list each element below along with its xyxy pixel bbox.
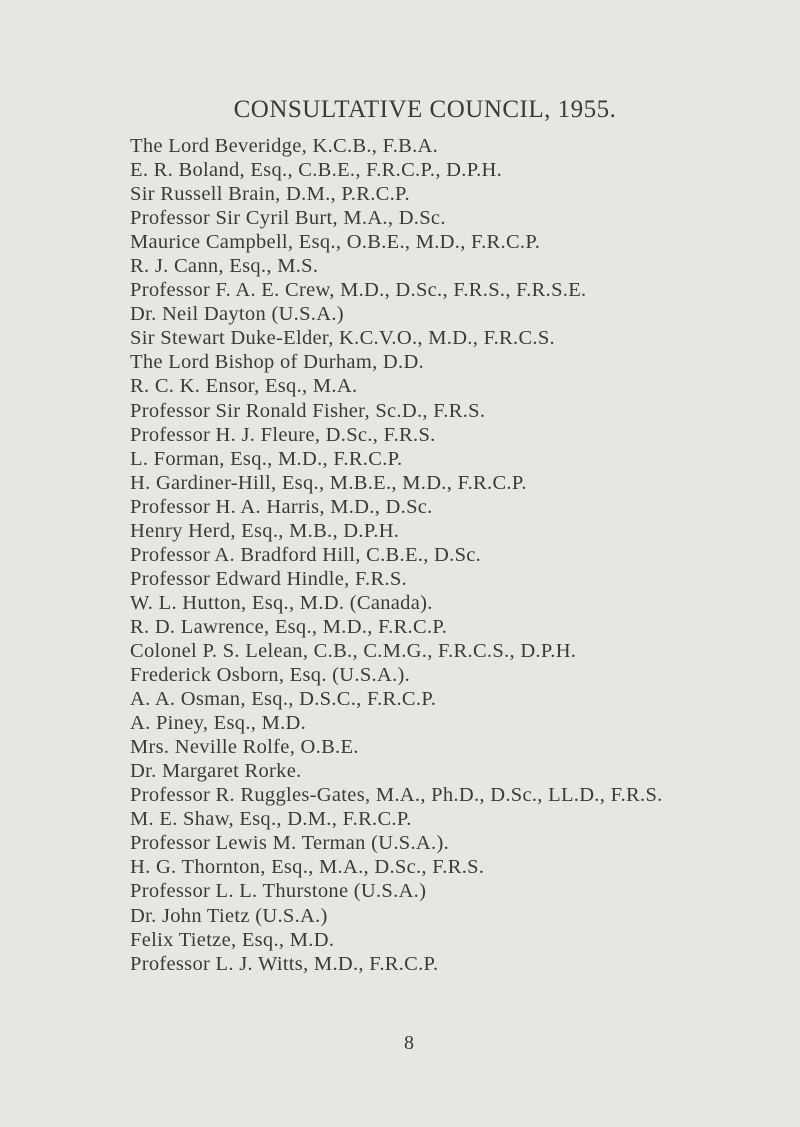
council-member: Colonel P. S. Lelean, C.B., C.M.G., F.R.C.S., D.P.H.	[130, 639, 577, 662]
council-member: Mrs. Neville Rolfe, O.B.E.	[130, 736, 359, 759]
council-member: Professor L. J. Witts, M.D., F.R.C.P.	[130, 952, 439, 975]
council-member: Sir Stewart Duke-Elder, K.C.V.O., M.D., F.R.C.S.	[130, 327, 555, 350]
council-member: Frederick Osborn, Esq. (U.S.A.).	[130, 664, 411, 687]
council-member: R. D. Lawrence, Esq., M.D., F.R.C.P.	[130, 615, 448, 638]
page-number: 8	[404, 1032, 414, 1054]
council-member: Professor Edward Hindle, F.R.S.	[130, 567, 407, 590]
council-member: R. C. K. Ensor, Esq., M.A.	[130, 375, 358, 398]
council-member-list	[130, 134, 663, 976]
page-heading: CONSULTATIVE COUNCIL, 1955.	[233, 96, 617, 123]
council-member: The Lord Bishop of Durham, D.D.	[130, 351, 424, 374]
council-member: Professor Sir Cyril Burt, M.A., D.Sc.	[130, 207, 446, 230]
council-member: Professor Sir Ronald Fisher, Sc.D., F.R.S.	[130, 399, 486, 422]
council-member: W. L. Hutton, Esq., M.D. (Canada).	[130, 591, 433, 614]
council-member: R. J. Cann, Esq., M.S.	[130, 255, 319, 278]
council-member: Felix Tietze, Esq., M.D.	[130, 928, 335, 951]
council-member: Professor H. A. Harris, M.D., D.Sc.	[130, 495, 433, 518]
council-member: Sir Russell Brain, D.M., P.R.C.P.	[130, 183, 410, 206]
council-member: H. G. Thornton, Esq., M.A., D.Sc., F.R.S.	[130, 856, 485, 879]
council-member: Professor R. Ruggles-Gates, M.A., Ph.D., D.Sc., LL.D., F.R.S.	[130, 784, 663, 807]
council-member: The Lord Beveridge, K.C.B., F.B.A.	[130, 135, 439, 157]
council-member: M. E. Shaw, Esq., D.M., F.R.C.P.	[130, 808, 412, 831]
council-member: Dr. John Tietz (U.S.A.)	[130, 904, 328, 927]
council-member: Dr. Neil Dayton (U.S.A.)	[130, 303, 344, 326]
council-member: Professor F. A. E. Crew, M.D., D.Sc., F.R.S., F.R.S.E.	[130, 279, 587, 302]
council-member: Professor Lewis M. Terman (U.S.A.).	[130, 832, 449, 855]
council-member: A. A. Osman, Esq., D.S.C., F.R.C.P.	[130, 688, 437, 711]
council-member: E. R. Boland, Esq., C.B.E., F.R.C.P., D.P.H.	[130, 159, 503, 182]
council-member: Dr. Margaret Rorke.	[130, 760, 302, 783]
council-member: Maurice Campbell, Esq., O.B.E., M.D., F.R.C.P.	[130, 231, 541, 254]
council-member: Henry Herd, Esq., M.B., D.P.H.	[130, 519, 400, 542]
council-member: H. Gardiner-Hill, Esq., M.B.E., M.D., F.R.C.P.	[130, 471, 527, 494]
council-member: A. Piney, Esq., M.D.	[130, 712, 307, 735]
council-member: Professor H. J. Fleure, D.Sc., F.R.S.	[130, 423, 436, 446]
council-member: L. Forman, Esq., M.D., F.R.C.P.	[130, 447, 403, 470]
council-member: Professor A. Bradford Hill, C.B.E., D.Sc.	[130, 543, 482, 566]
council-member: Professor L. L. Thurstone (U.S.A.)	[130, 880, 427, 903]
